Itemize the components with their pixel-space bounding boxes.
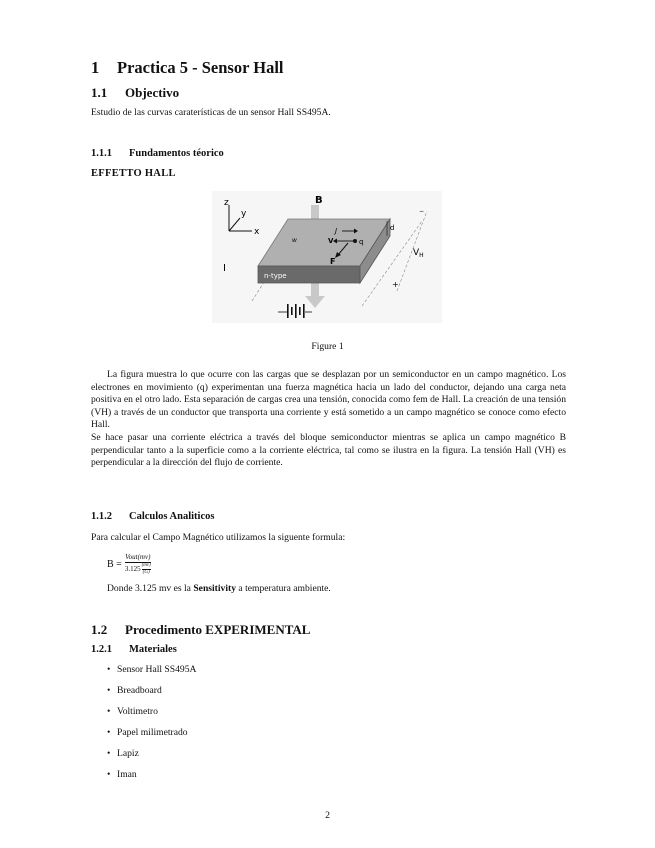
j-label: J	[335, 227, 338, 235]
n-type-label: n-type	[264, 272, 287, 280]
f-label: F	[330, 257, 336, 266]
b-label: B	[315, 195, 323, 206]
formula-fraction	[125, 553, 151, 575]
effetto-hall-title: EFFETTO HALL	[91, 168, 176, 179]
list-item: • Voltimetro	[107, 706, 196, 727]
subsubsection-title: Fundamentos téorico	[129, 148, 224, 159]
paragraph-2: Se hace pasar una corriente eléctrica a través del bloque semiconductor mientras se aplica un campo magnético B perpendicular tanto a la superficie como a la corriente eléctrica, tal como se ilustra en la figura. La tensión Hall (VH) es perpendicular a la dirección del flujo de corriente.	[91, 432, 566, 469]
list-item: • Lapiz	[107, 748, 196, 769]
section-number: 1	[91, 58, 100, 77]
list-item: • Sensor Hall SS495A	[107, 664, 196, 685]
list-item: • Breadboard	[107, 685, 196, 706]
subsubsection-calculos	[91, 511, 214, 522]
list-item: • Iman	[107, 769, 196, 790]
calculos-intro: Para calcular el Campo Magnético utilizamos la siguente formula:	[91, 532, 346, 543]
page-number: 2	[325, 810, 330, 821]
subsection-objetivo	[91, 85, 179, 101]
subsubsection-number: 1.1.1	[91, 148, 112, 159]
magnetic-field-formula	[107, 553, 151, 575]
figure-caption: Figure 1	[311, 341, 344, 352]
plus-label: +	[392, 280, 399, 289]
formula-sensitivity-units: (mv) (G)	[141, 563, 151, 575]
subsubsection-number: 1.1.2	[91, 511, 112, 522]
x-label: x	[254, 227, 260, 237]
z-label: z	[224, 198, 229, 208]
subsubsection-number: 1.2.1	[91, 644, 112, 655]
minus-label: −	[419, 208, 425, 215]
vh-label: $V_H$	[413, 248, 424, 259]
charge-dot	[353, 239, 357, 243]
subsection-number: 1.1	[91, 85, 108, 100]
subsubsection-title: Materiales	[129, 644, 177, 655]
donde-text: Donde 3.125 mv es la Sensitivity a temperatura ambiente.	[107, 583, 331, 594]
d-label: d	[390, 224, 395, 232]
section-title: Practica 5 - Sensor Hall	[117, 58, 284, 77]
paragraph-1: La figura muestra lo que ocurre con las cargas que se desplazan por un semiconductor en un campo magnético. Los electrones en movimiento (q) experimentan una fuerza magnética hacia un lado del conductor, dejando una carga neta positiva en el otro lado. Esta separación de cargas crea una tensión, conocida como fem de Hall. La creación de una tensión (VH) a través de un conductor que transporta una corriente y está sometido a un campo magnético se conoce como efecto Hall.	[91, 369, 566, 431]
y-label: y	[241, 209, 247, 219]
subsection-title: Objectivo	[125, 85, 180, 100]
subsubsection-materiales	[91, 644, 177, 655]
subsection-title: Procedimento EXPERIMENTAL	[125, 622, 311, 637]
hall-effect-figure	[212, 191, 442, 323]
formula-numerator: Vout(mv)	[125, 553, 151, 561]
subsubsection-fundamentos	[91, 148, 224, 159]
materials-list	[107, 664, 196, 790]
formula-denominator: 3.125 (mv) (G)	[124, 563, 151, 575]
subsection-procedimento	[91, 622, 310, 638]
list-item: • Papel milimetrado	[107, 727, 196, 748]
subsection-number: 1.2	[91, 622, 108, 637]
i-label: I	[223, 263, 226, 274]
objetivo-text: Estudio de las curvas caraterísticas de un sensor Hall SS495A.	[91, 107, 331, 118]
v-label: V	[328, 237, 334, 245]
sensitivity-keyword: Sensitivity	[193, 583, 236, 594]
subsubsection-title: Calculos Analiticos	[129, 511, 215, 522]
w-label: w	[292, 237, 297, 244]
section-heading	[91, 58, 284, 78]
formula-lhs: B =	[107, 558, 122, 570]
q-label: q	[359, 238, 364, 246]
